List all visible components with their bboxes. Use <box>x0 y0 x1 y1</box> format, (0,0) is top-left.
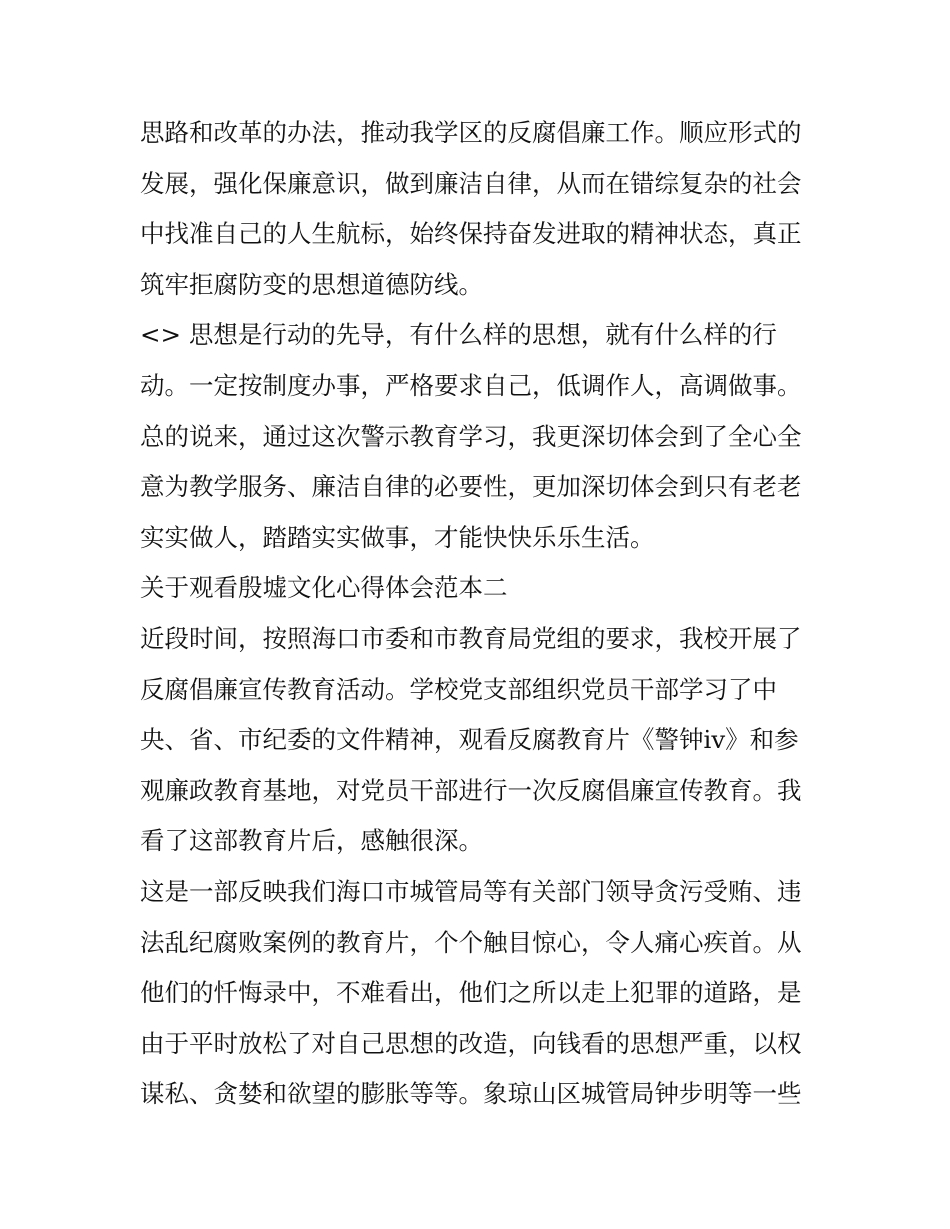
text-line: 中找准自己的人生航标，始终保持奋发进取的精神状态，真正 <box>140 219 802 249</box>
text-line: 近段时间，按照海口市委和市教育局党组的要求，我校开展了 <box>140 623 802 653</box>
text-line: 观廉政教育基地，对党员干部进行一次反腐倡廉宣传教育。我 <box>140 775 802 805</box>
text-line: 这是一部反映我们海口市城管局等有关部门领导贪污受贿、违 <box>140 876 802 906</box>
text-line: 意为教学服务、廉洁自律的必要性，更加深切体会到只有老老 <box>140 472 802 502</box>
text-line: 实实做人，踏踏实实做事，才能快快乐乐生活。 <box>140 522 655 552</box>
text-line: 法乱纪腐败案例的教育片，个个触目惊心，令人痛心疾首。从 <box>140 927 802 957</box>
text-line: <> 思想是行动的先导，有什么样的思想，就有什么样的行 <box>140 320 777 350</box>
text-line: 发展，强化保廉意识，做到廉洁自律，从而在错综复杂的社会 <box>140 168 802 198</box>
text-line: 动。一定按制度办事，严格要求自己，低调作人，高调做事。 <box>140 370 802 400</box>
text-line: 总的说来，通过这次警示教育学习，我更深切体会到了全心全 <box>140 421 802 451</box>
text-line: 筑牢拒腐防变的思想道德防线。 <box>140 269 483 299</box>
document-body <box>140 108 820 1120</box>
text-line: 看了这部教育片后，感触很深。 <box>140 826 483 856</box>
text-line: 思路和改革的办法，推动我学区的反腐倡廉工作。顺应形式的 <box>140 118 802 147</box>
section-heading: 关于观看殷墟文化心得体会范本二 <box>140 573 508 603</box>
text-line: 反腐倡廉宣传教育活动。学校党支部组织党员干部学习了中 <box>140 674 777 704</box>
text-line: 谋私、贪婪和欲望的膨胀等等。象琼山区城管局钟步明等一些 <box>140 1079 802 1109</box>
text-line: 他们的忏悔录中，不难看出，他们之所以走上犯罪的道路，是 <box>140 978 802 1008</box>
text-line: 央、省、市纪委的文件精神，观看反腐教育片《警钟ⅳ》和参 <box>140 725 799 755</box>
text-line: 由于平时放松了对自己思想的改造，向钱看的思想严重，以权 <box>140 1028 802 1058</box>
